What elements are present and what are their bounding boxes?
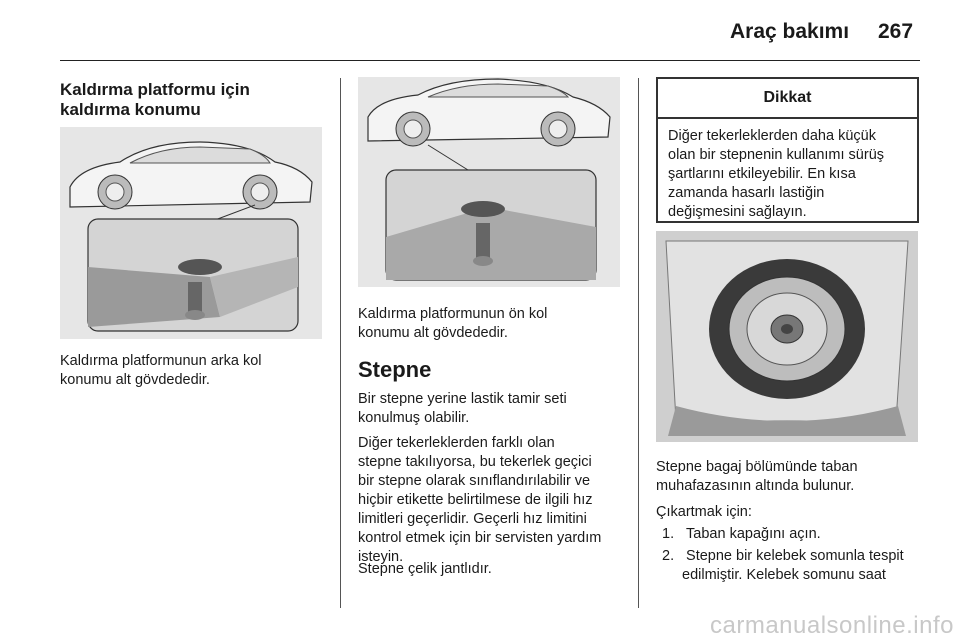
rear-lift-caption: Kaldırma platformunun arka kol konumu alt gövdededir. [60, 353, 262, 388]
caution-box [656, 77, 919, 223]
front-lift-caption: Kaldırma platformunun ön kol konumu alt gövdededir. [358, 306, 548, 341]
running-header-title: Araç bakımı [730, 20, 850, 43]
spare-wheel-paragraph-3: Stepne çelik jantlıdır. [358, 561, 492, 577]
header-rule [60, 60, 920, 61]
step-number: 1. [662, 526, 675, 542]
section-title-spare-wheel: Stepne [358, 357, 432, 382]
caution-text: Diğer tekerleklerden daha küçük olan bir stepnenin kullanımı sürüş şartlarını etkileyebilir. En kısa zamanda hasarlı lastiğin değişmesini sağlayın. [668, 128, 885, 220]
watermark: carmanualsonline.info [710, 612, 954, 639]
spare-wheel-illustration [656, 231, 918, 442]
spare-location-caption: Stepne bagaj bölümünde taban muhafazasının altında bulunur. [656, 459, 858, 494]
column-divider [638, 78, 639, 608]
front-lift-point-illustration [358, 77, 620, 287]
page-number: 267 [878, 20, 914, 43]
section-heading-lift-point: Kaldırma platformu için kaldırma konumu [60, 80, 250, 119]
removal-step-2: 2. Stepne bir kelebek somunla tespit edilmiştir. Kelebek somunu saat [662, 548, 904, 583]
spare-wheel-paragraph-2: Diğer tekerleklerden farklı olan stepne takılıyorsa, bu tekerlek geçici bir stepne olarak sınıflandırılabilir ve hiçbir etikette belirtilmese de ilgili hız limitleri geçerlidir. Geçerli hız limitini kontrol etmek için bir servisten yardım isteyin. [358, 435, 602, 565]
step-number: 2. [662, 548, 675, 564]
rear-lift-point-illustration [60, 127, 322, 339]
column-divider [340, 78, 341, 608]
caution-title: Dikkat [658, 79, 917, 119]
removal-step-1: 1. Taban kapağını açın. [662, 526, 821, 542]
removal-intro: Çıkartmak için: [656, 504, 752, 520]
spare-wheel-paragraph-1: Bir stepne yerine lastik tamir seti konulmuş olabilir. [358, 391, 567, 426]
